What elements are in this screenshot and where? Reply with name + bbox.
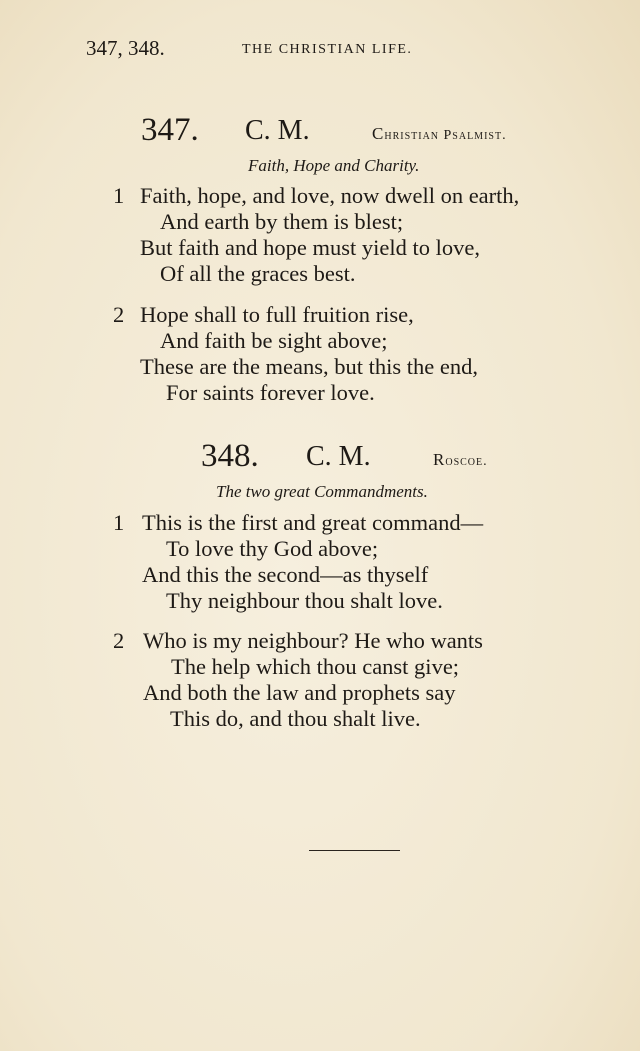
end-rule: [309, 850, 400, 851]
verse-number: 1: [113, 183, 125, 208]
stanza-line: These are the means, but this the end,: [140, 354, 479, 379]
hymn-meter: C. M.: [245, 115, 310, 146]
stanza-line: And faith be sight above;: [160, 328, 388, 353]
verse-number: 1: [113, 510, 125, 535]
page-header: [86, 36, 600, 60]
page-numbers: 347, 348.: [86, 36, 165, 60]
hymn-meter: C. M.: [306, 441, 371, 472]
stanza-line: Of all the graces best.: [160, 261, 356, 286]
hymn-348-heading: [0, 438, 640, 474]
running-title: THE CHRISTIAN LIFE.: [242, 42, 413, 57]
stanza-line: This is the first and great command—: [142, 510, 484, 535]
stanza-line: Who is my neighbour? He who wants: [143, 628, 483, 653]
stanza-line: And earth by them is blest;: [160, 209, 404, 234]
hymn-347-heading: [0, 112, 640, 148]
stanza-line: The help which thou canst give;: [171, 654, 460, 679]
stanza-line: Faith, hope, and love, now dwell on earth,: [140, 183, 520, 208]
stanza-line: This do, and thou shalt live.: [170, 706, 421, 731]
hymn-author: Christian Psalmist.: [372, 124, 507, 143]
hymn-subtitle: The two great Commandments.: [216, 482, 428, 501]
stanza-line: But faith and hope must yield to love,: [140, 235, 480, 260]
verse-number: 2: [113, 628, 125, 653]
stanza-line: And both the law and prophets say: [143, 680, 456, 705]
stanza-line: Hope shall to full fruition rise,: [140, 302, 414, 327]
stanza-line: Thy neighbour thou shalt love.: [166, 588, 443, 613]
stanza-line: For saints forever love.: [166, 380, 375, 405]
hymn-subtitle: Faith, Hope and Charity.: [248, 156, 420, 175]
hymn-number: 348.: [201, 438, 259, 474]
hymn-author: Roscoe.: [433, 450, 488, 469]
stanza-line: To love thy God above;: [166, 536, 379, 561]
stanza-line: And this the second—as thyself: [142, 562, 429, 587]
verse-number: 2: [113, 302, 125, 327]
hymn-number: 347.: [141, 112, 199, 148]
